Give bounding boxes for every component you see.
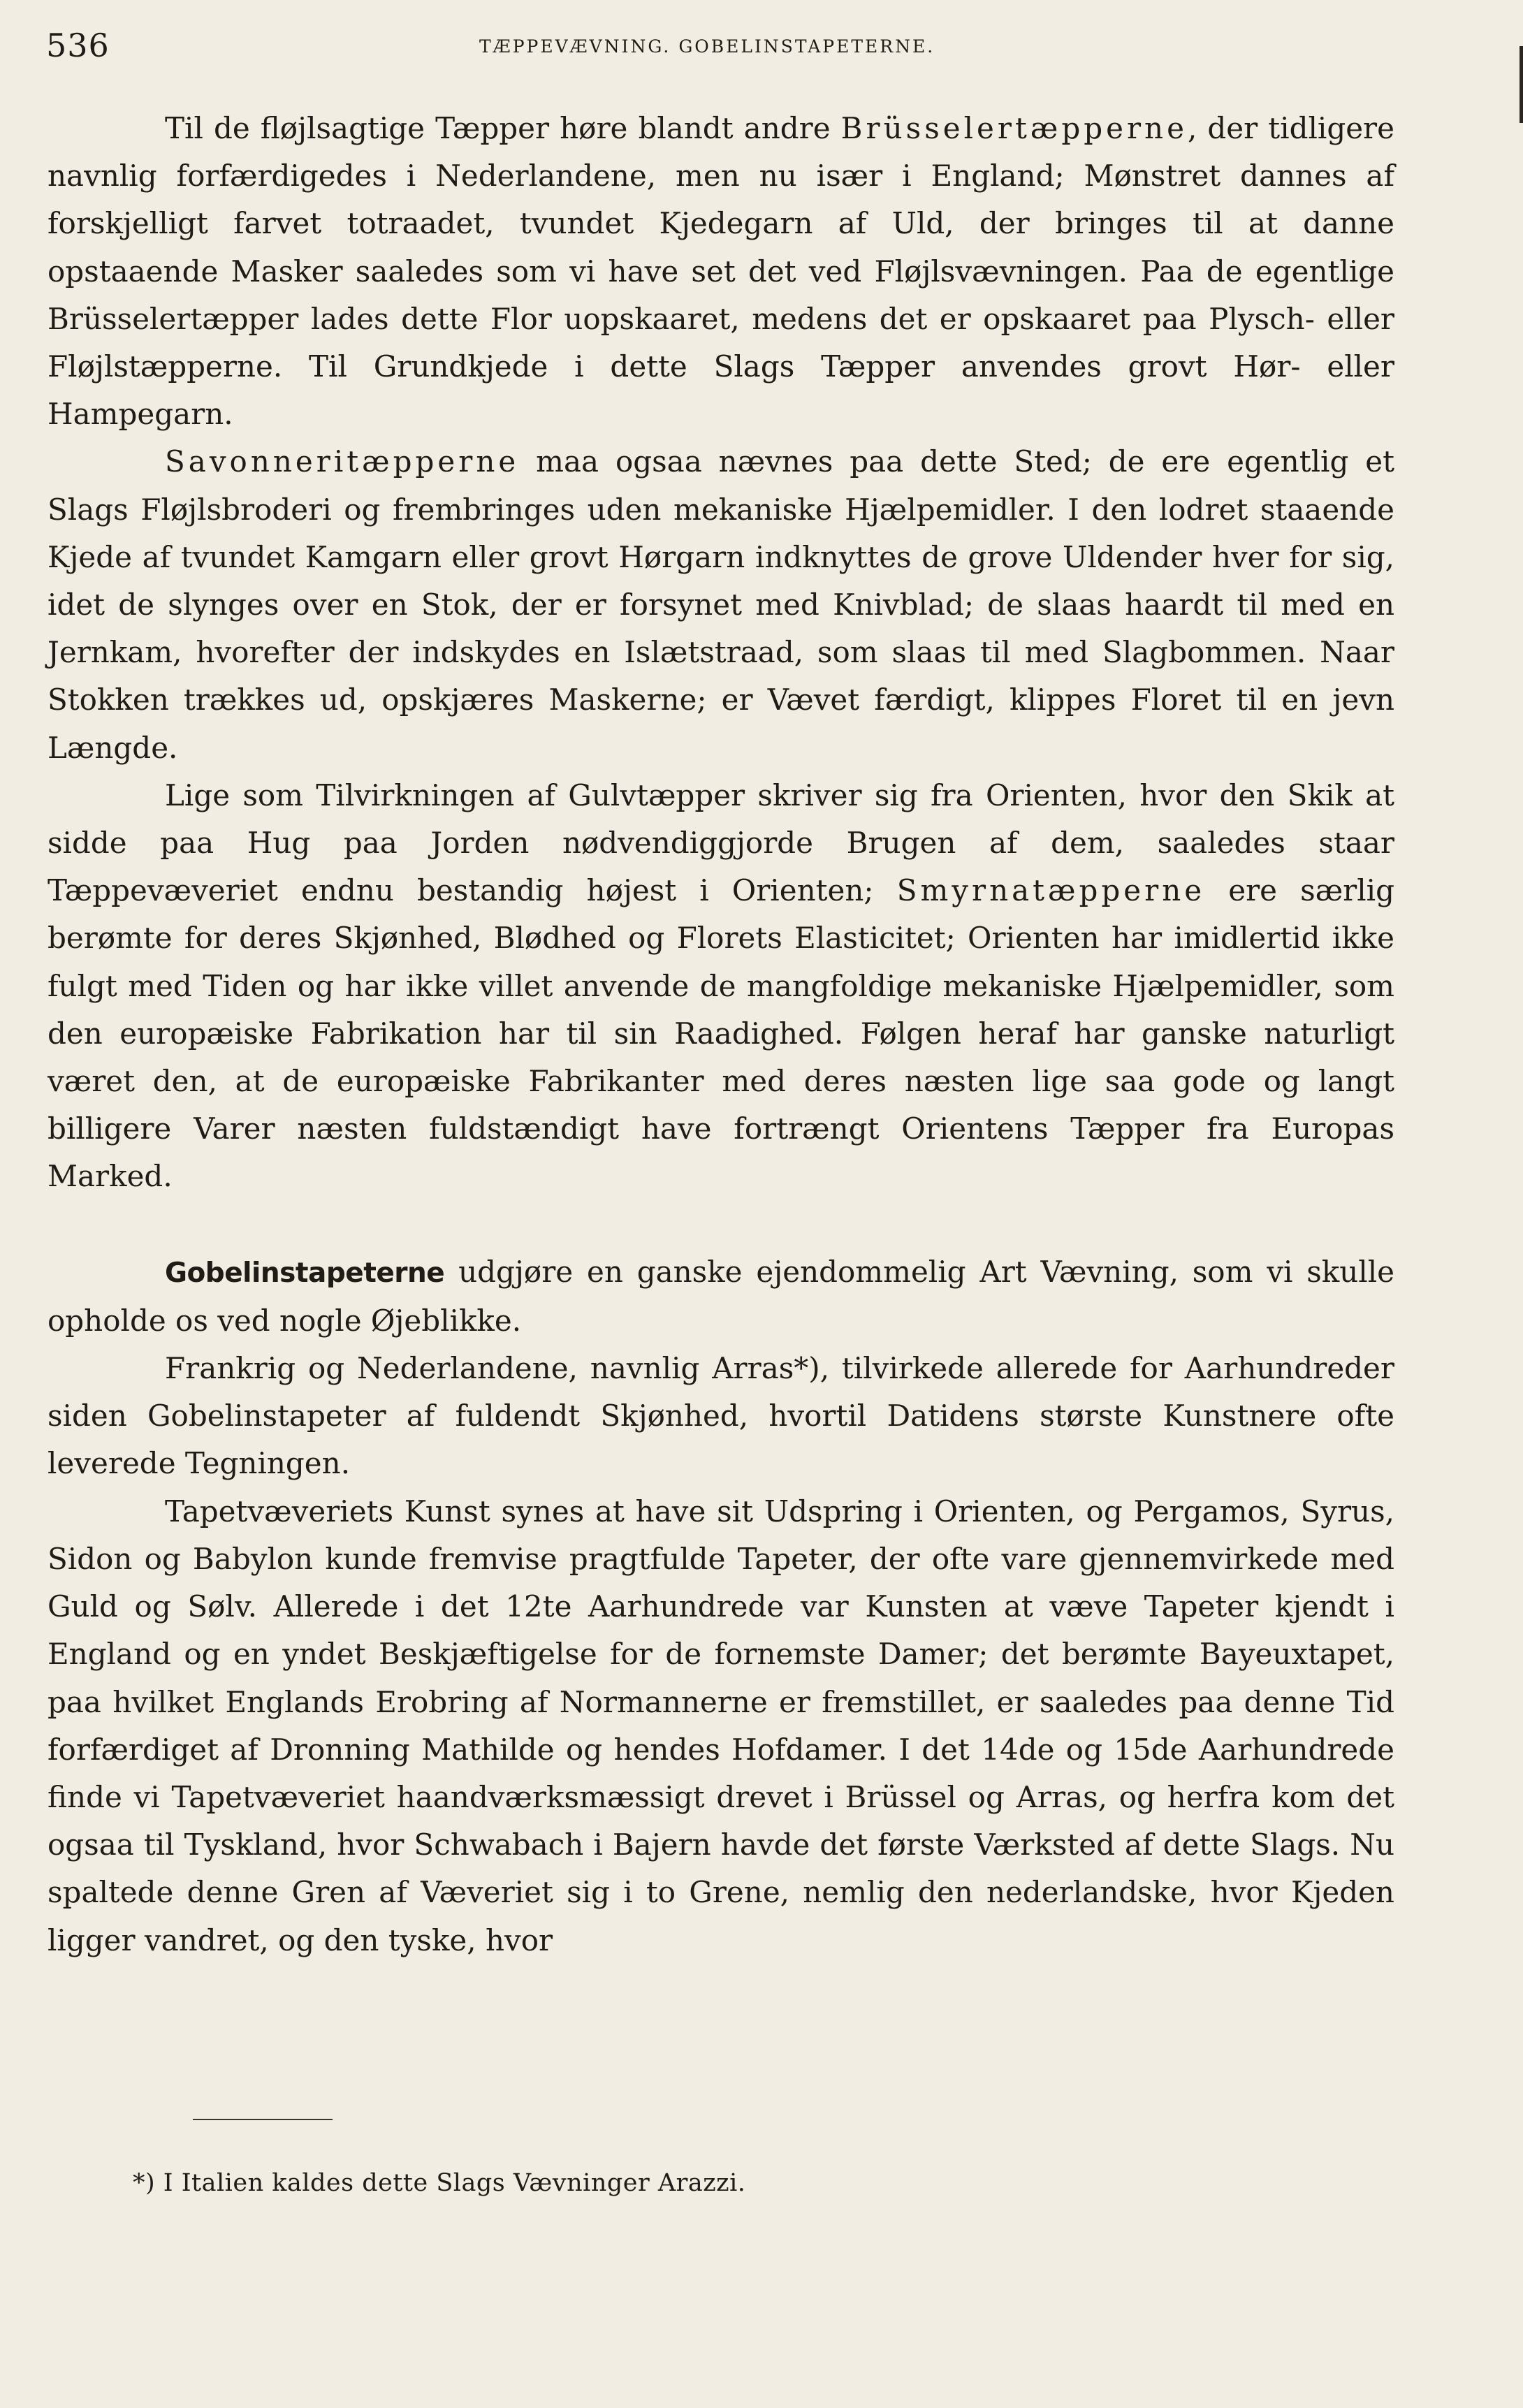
- paragraph-text: Til de fløjlsagtige Tæpper høre blandt andre: [165, 111, 841, 145]
- page-number: 536: [46, 27, 110, 64]
- paragraph: [48, 438, 1394, 771]
- emphasized-term: Brüsselertæpperne: [840, 111, 1188, 145]
- paragraph-text: ere særlig berømte for deres Skjønhed, Blødhed og Florets Elasticitet; Orienten har imidlertid ikke fulgt med Tiden og har ikke villet anvende de mangfoldige mekaniske Hjælpemidler, som den europæiske Fabrikation har til sin Raadighed. Følgen heraf har ganske naturligt været den, at de europæiske Fabrikanter med deres næsten lige saa gode og langt billigere Varer næsten fuldstændigt have fortrængt Orientens Tæpper fra Europas Marked.: [48, 873, 1394, 1194]
- paragraph-text: Tapetvæveriets Kunst synes at have sit Udspring i Orienten, og Pergamos, Syrus, Sidon og Babylon kunde fremvise pragtfulde Tapeter, der ofte vare gjennemvirkede med Guld og Sølv. Allerede i det 12te Aarhundrede var Kunsten at væve Tapeter kjendt i England og en yndet Beskjæftigelse for de fornemste Damer; det berømte Bayeuxtapet, paa hvilket Englands Erobring af Normannerne er fremstillet, er saaledes paa denne Tid forfærdiget af Dronning Mathilde og hendes Hofdamer. I det 14de og 15de Aarhundrede finde vi Tapetvæveriet haandværksmæssigt drevet i Brüssel og Arras, og herfra kom det ogsaa til Tyskland, hvor Schwabach i Bajern havde det første Værksted af dette Slags. Nu spaltede denne Gren af Væveriet sig i to Grene, nemlig den nederlandske, hvor Kjeden ligger vandret, og den tyske, hvor: [48, 1494, 1394, 1957]
- paragraph-text: maa ogsaa nævnes paa dette Sted; de ere egentlig et Slags Fløjlsbroderi og frembringes uden mekaniske Hjælpemidler. I den lodret staaende Kjede af tvundet Kamgarn eller grovt Hørgarn indknyttes de grove Uldender hver for sig, idet de slynges over en Stok, der er forsynet med Knivblad; de slaas haardt til med en Jernkam, hvorefter der indskydes en Islætstraad, som slaas til med Slagbommen. Naar Stokken trækkes ud, opskjæres Maskerne; er Vævet færdigt, klippes Floret til en jevn Længde.: [48, 444, 1394, 765]
- footnote: *) I Italien kaldes dette Slags Vævninger Arazzi.: [133, 2169, 746, 2197]
- body-text: [48, 105, 1394, 1964]
- footnote-divider: [193, 2119, 333, 2120]
- paragraph-text: udgjøre en ganske ejendommelig Art Vævning, som vi skulle opholde os ved nogle Øjeblikke.: [48, 1254, 1394, 1338]
- emphasized-term: Savonneritæpperne: [165, 444, 520, 479]
- paragraph: [48, 1345, 1394, 1488]
- section-lead-term: Gobelinstapeterne: [165, 1257, 445, 1289]
- page-header: [46, 27, 1394, 75]
- paragraph-text: Frankrig og Nederlandene, navnlig Arras*), tilvirkede allerede for Aarhundreder siden Gobelinstapeter af fuldendt Skjønhed, hvortil Datidens største Kunstnere ofte leverede Tegningen.: [48, 1351, 1394, 1481]
- paragraph: [48, 772, 1394, 1201]
- running-head: TÆPPEVÆVNING. GOBELINSTAPETERNE.: [479, 36, 935, 57]
- paragraph-text: , der tidligere navnlig forfærdigedes i Nederlandene, men nu især i England; Mønstret dannes af forskjelligt farvet totraadet, tvundet Kjedegarn af Uld, der bringes til at danne opstaaende Masker saaledes som vi have set det ved Fløjlsvævningen. Paa de egentlige Brüsselertæpper lades dette Flor uopskaaret, medens det er opskaaret paa Plysch- eller Fløjlstæpperne. Til Grundkjede i dette Slags Tæpper anvendes grovt Hør- eller Hampegarn.: [48, 111, 1394, 432]
- paragraph-text: Lige som Tilvirkningen af Gulvtæpper skriver sig fra Orienten, hvor den Skik at sidde paa Hug paa Jorden nødvendiggjorde Brugen af dem, saaledes staar Tæppevæveriet endnu bestandig højest i Orienten;: [48, 778, 1394, 908]
- paragraph: [48, 1248, 1394, 1345]
- page-edge-shadow: [1520, 46, 1523, 123]
- paragraph: [48, 1488, 1394, 1964]
- emphasized-term: Smyrnatæpperne: [896, 873, 1206, 908]
- paragraph: [48, 105, 1394, 438]
